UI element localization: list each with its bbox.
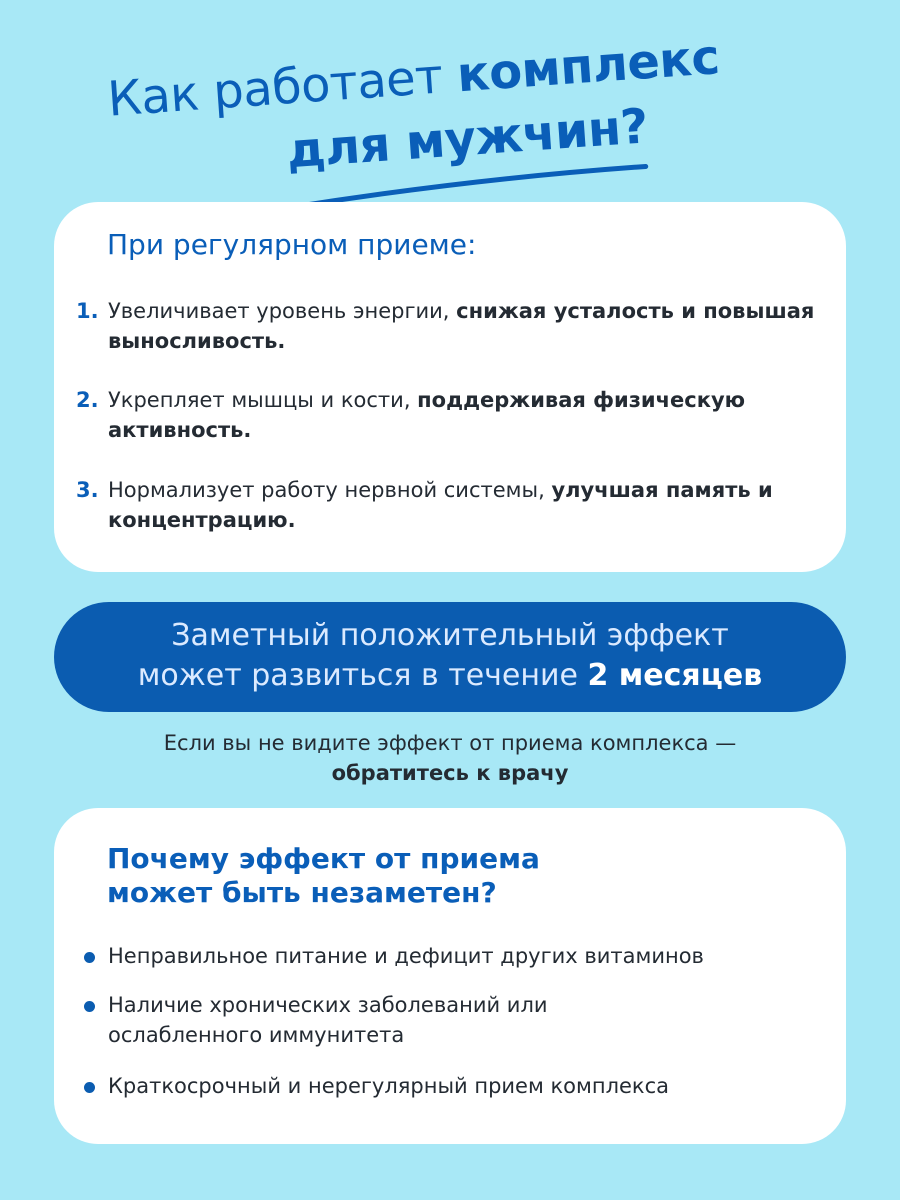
doctor-note-line-1: Если вы не видите эффект от приема комплекса — <box>163 731 737 755</box>
title-line-2: для мужчин? <box>284 98 650 180</box>
benefit-text <box>108 385 818 445</box>
benefit-text-regular: Нормализует работу нервной системы, <box>108 478 552 502</box>
benefit-number: 2. <box>76 388 99 412</box>
reason-text: Неправильное питание и дефицит других витаминов <box>108 944 704 968</box>
reasons-heading-line-2: может быть незаметен? <box>107 876 497 909</box>
benefits-heading: При регулярном приеме: <box>107 228 477 261</box>
benefit-text <box>108 475 818 535</box>
benefit-number: 3. <box>76 478 99 502</box>
benefit-text-regular: Увеличивает уровень энергии, <box>108 299 457 323</box>
reason-text: Краткосрочный и нерегулярный прием комплекса <box>108 1074 670 1098</box>
benefit-text-regular: Укрепляет мышцы и кости, <box>108 388 418 412</box>
reasons-heading <box>107 842 540 910</box>
effect-banner-line-1: Заметный положительный эффект <box>171 618 729 653</box>
benefit-number: 1. <box>76 299 99 323</box>
page-title <box>0 0 900 231</box>
effect-banner-regular: может развиться в течение <box>137 658 588 693</box>
doctor-note-line-2: обратитесь к врачу <box>331 761 569 785</box>
title-bold: комплекс <box>455 29 722 104</box>
benefit-text-bold: поддерживая физическую активность. <box>108 388 746 442</box>
effect-banner <box>54 602 846 712</box>
effect-banner-bold: 2 месяцев <box>587 658 763 693</box>
underline-swoosh <box>0 0 900 231</box>
bullet-dot-icon <box>84 952 95 963</box>
title-regular: Как работает <box>105 47 460 128</box>
benefit-text-bold: снижая усталость и повышая выносливость. <box>108 299 815 353</box>
bullet-dot-icon <box>84 1082 95 1093</box>
effect-banner-line-2 <box>54 658 846 694</box>
benefit-text <box>108 296 818 356</box>
reason-text: Наличие хронических заболеваний или ослабленного иммунитета <box>108 993 548 1047</box>
bullet-dot-icon <box>84 1001 95 1012</box>
benefits-card <box>54 202 846 572</box>
reasons-card <box>54 808 846 1144</box>
benefit-text-bold: улучшая память и концентрацию. <box>108 478 773 532</box>
reasons-heading-line-1: Почему эффект от приема <box>107 842 540 875</box>
